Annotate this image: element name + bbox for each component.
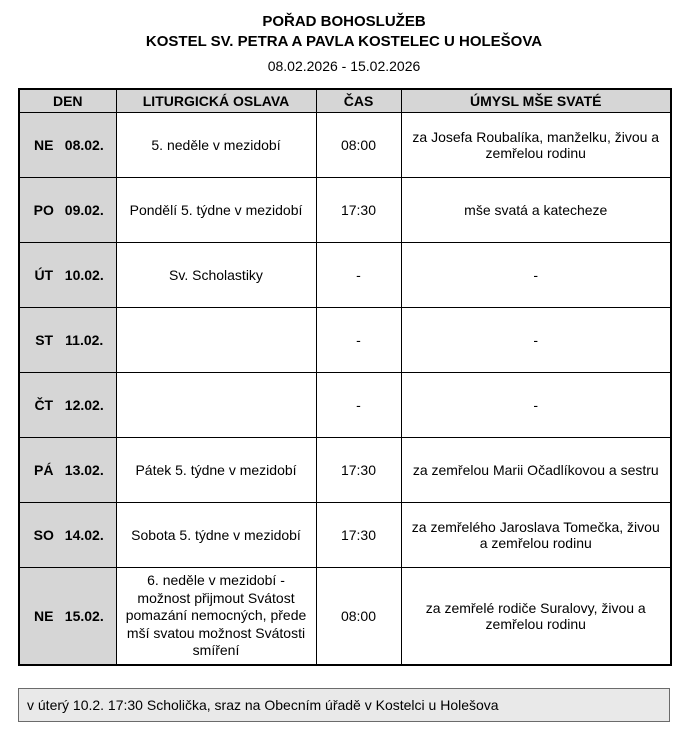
day-cell [19,242,116,307]
intention-cell: mše svatá a katecheze [401,177,671,242]
day-cell [19,437,116,502]
time-cell: 08:00 [316,567,401,665]
celebration-cell: 5. neděle v mezidobí [116,112,316,177]
day-abbrev: ST [35,331,54,348]
table-row [19,372,671,437]
intention-cell: za Josefa Roubalíka, manželku, živou a zemřelou rodinu [401,112,671,177]
col-header-liturgicka-oslava: LITURGICKÁ OSLAVA [116,89,316,113]
day-abbrev: PO [33,201,54,218]
intention-cell: za zemřelou Marii Očadlíkovou a sestru [401,437,671,502]
intention-cell: - [401,307,671,372]
day-cell [19,372,116,437]
day-cell [19,502,116,567]
day-abbrev: ČT [34,396,54,413]
celebration-cell: Sv. Scholastiky [116,242,316,307]
celebration-cell [116,372,316,437]
table-row [19,437,671,502]
celebration-cell: Pondělí 5. týdne v mezidobí [116,177,316,242]
day-date: 09.02. [64,201,104,218]
col-header-den: DEN [19,89,116,113]
table-header-row [19,89,671,113]
intention-cell: za zemřelé rodiče Suralovy, živou a zemřelou rodinu [401,567,671,665]
day-cell [19,567,116,665]
date-range: 08.02.2026 - 15.02.2026 [267,57,421,74]
table-row [19,177,671,242]
time-cell: - [316,242,401,307]
day-date: 10.02. [64,266,104,283]
footer-note [18,688,670,722]
day-date: 15.02. [64,607,104,624]
celebration-cell: Pátek 5. týdne v mezidobí [116,437,316,502]
time-cell: 08:00 [316,112,401,177]
document-header [18,12,670,74]
page-subtitle: KOSTEL SV. PETRA A PAVLA KOSTELEC U HOLEŠOVA [145,33,543,51]
footer-note-text: v úterý 10.2. 17:30 Scholička, sraz na Obecním úřadě v Kostelci u Holešova [27,697,499,713]
day-cell [19,307,116,372]
day-date: 11.02. [65,331,104,348]
celebration-cell [116,307,316,372]
day-cell [19,112,116,177]
table-row [19,242,671,307]
day-abbrev: PÁ [34,461,54,478]
day-cell [19,177,116,242]
col-header-umysl: ÚMYSL MŠE SVATÉ [401,89,671,113]
day-abbrev: NE [34,607,54,624]
time-cell: - [316,372,401,437]
table-row [19,502,671,567]
celebration-cell: Sobota 5. týdne v mezidobí [116,502,316,567]
intention-cell: - [401,372,671,437]
table-row [19,307,671,372]
col-header-cas: ČAS [316,89,401,113]
day-abbrev: SO [33,526,54,543]
time-cell: 17:30 [316,177,401,242]
page-title: POŘAD BOHOSLUŽEB [262,13,426,30]
day-date: 14.02. [64,526,104,543]
time-cell: 17:30 [316,437,401,502]
schedule-table [18,88,672,667]
table-row [19,112,671,177]
time-cell: - [316,307,401,372]
day-date: 13.02. [64,461,104,478]
intention-cell: - [401,242,671,307]
day-abbrev: ÚT [34,266,54,283]
intention-cell: za zemřelého Jaroslava Tomečka, živou a zemřelou rodinu [401,502,671,567]
table-row [19,567,671,665]
day-date: 12.02. [64,396,104,413]
day-abbrev: NE [34,136,54,153]
celebration-cell: 6. neděle v mezidobí - možnost přijmout Svátost pomazání nemocných, přede mší svatou možnost Svátosti smíření [116,567,316,665]
day-date: 08.02. [64,136,104,153]
time-cell: 17:30 [316,502,401,567]
